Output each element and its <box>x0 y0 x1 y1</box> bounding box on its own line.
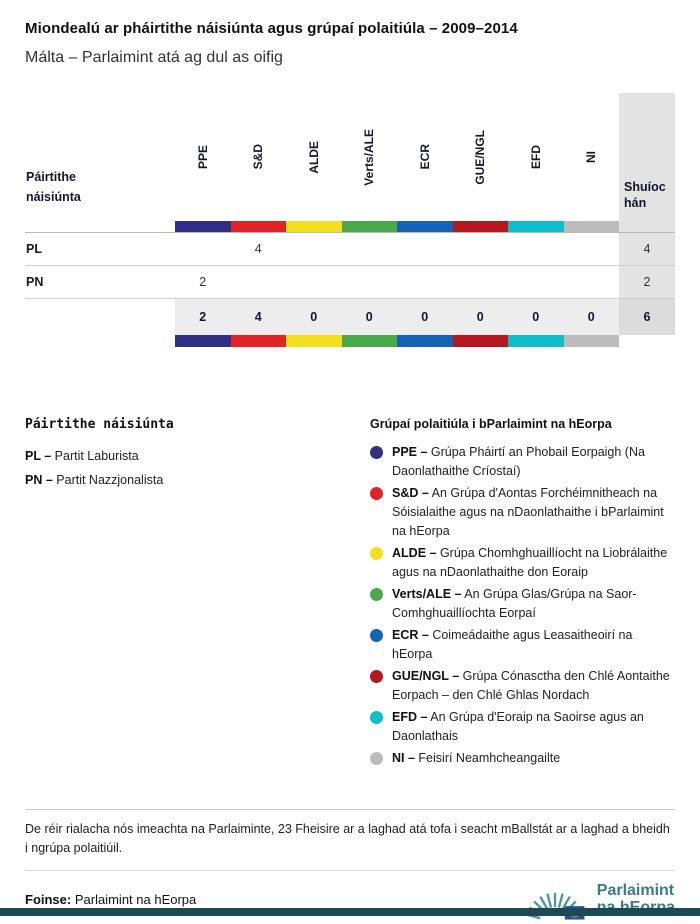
legend-group-item <box>370 708 675 746</box>
party-name: Partit Nazzjonalista <box>56 473 164 487</box>
group-color-bars-top <box>25 221 675 233</box>
table-cell <box>453 266 509 298</box>
color-bar-sd <box>231 335 287 347</box>
legend-parties-title: Páirtithe náisiúnta <box>25 417 174 432</box>
column-header-guengl <box>453 93 509 221</box>
column-header-seats <box>619 93 675 221</box>
group-text <box>392 585 675 623</box>
table-cell <box>175 233 231 265</box>
group-desc: An Grúpa d'Aontas Forchéimnitheach na Sóisialaithe agus na nDaonlathaithe i bParlaimint na hEorpa <box>392 486 664 538</box>
column-header-label: GUE/NGL <box>473 129 488 185</box>
group-abbr: NI – <box>392 751 415 765</box>
page-subtitle: Málta – Parlaimint atá ag dul as oifig <box>25 49 283 66</box>
table-cell: 4 <box>254 242 262 256</box>
seats-header-label: Shuíochán <box>624 179 666 210</box>
table-cell <box>342 266 398 298</box>
divider <box>25 870 675 871</box>
group-text <box>392 544 675 582</box>
group-text <box>392 484 675 541</box>
party-name: Partit Laburista <box>54 449 139 463</box>
seats-table <box>0 93 700 347</box>
party-label: PN <box>26 275 44 289</box>
grand-total: 6 <box>619 299 675 335</box>
legend-groups-title: Grúpaí polaitiúla i bParlaimint na hEorpa <box>370 417 612 431</box>
legend-group-item <box>370 544 675 582</box>
table-cell <box>508 266 564 298</box>
political-groups-legend <box>370 417 675 771</box>
seats-column-fill <box>619 221 675 232</box>
legend-party-item <box>25 449 370 463</box>
group-abbr: Verts/ALE – <box>392 587 462 601</box>
table-cell <box>564 266 620 298</box>
table-row-pn <box>25 266 675 299</box>
legend-group-item <box>370 749 675 768</box>
color-bar-efd <box>508 335 564 347</box>
column-header-vertsale <box>342 93 398 221</box>
spacer-cell <box>25 299 175 335</box>
color-bar-vertsale <box>342 221 398 232</box>
column-total: 2 <box>175 299 231 335</box>
table-cell <box>286 266 342 298</box>
column-header-ppe <box>175 93 231 221</box>
divider <box>25 809 675 810</box>
row-group-header-label: Páirtithe náisiúnta <box>26 170 81 204</box>
column-header-label: NI <box>584 151 599 163</box>
color-bar-ni <box>564 221 620 232</box>
legend-group-item <box>370 585 675 623</box>
table-totals-row <box>25 299 675 335</box>
source <box>25 892 196 907</box>
group-desc: An Grúpa Glas/Grúpa na Saor-Comhghuaillíochta Eorpaí <box>392 587 637 620</box>
column-header-label: ALDE <box>306 140 321 174</box>
column-total: 0 <box>564 299 620 335</box>
group-abbr: EFD – <box>392 710 428 724</box>
column-total: 0 <box>508 299 564 335</box>
group-abbr: S&D – <box>392 486 429 500</box>
group-abbr: GUE/NGL – <box>392 669 460 683</box>
page-title: Miondealú ar pháirtithe náisiúnta agus grúpaí polaitiúla – 2009–2014 <box>25 20 518 37</box>
color-bar-efd <box>508 221 564 232</box>
ep-logo-line1: Parlaimint <box>596 882 675 899</box>
procedural-note: De réir rialacha nós imeachta na Parlaiminte, 23 Fheisire ar a laghad atá tofa i seacht mBallstát ar a laghad a bheidh i ngrúpa polaitiúil. <box>25 822 670 855</box>
spacer-cell <box>25 221 175 232</box>
ep-logo <box>522 874 675 924</box>
row-total: 2 <box>619 266 675 298</box>
legend-group-item <box>370 443 675 481</box>
table-cell <box>564 233 620 265</box>
group-desc: Feisirí Neamhcheangailte <box>418 751 561 765</box>
color-bar-ecr <box>397 335 453 347</box>
group-desc: Grúpa Chomhghuaillíocht na Liobrálaithe agus na nDaonlathaithe don Eoraip <box>392 546 668 579</box>
column-header-sd <box>231 93 287 221</box>
group-color-dot <box>370 670 383 683</box>
column-header-efd <box>508 93 564 221</box>
group-color-dot <box>370 547 383 560</box>
group-text <box>392 443 675 481</box>
group-color-dot <box>370 711 383 724</box>
group-color-dot <box>370 487 383 500</box>
group-abbr: PPE – <box>392 445 428 459</box>
row-total: 4 <box>619 233 675 265</box>
footer <box>0 809 700 923</box>
group-abbr: ALDE – <box>392 546 437 560</box>
column-header-label: S&D <box>251 144 266 170</box>
group-text <box>392 749 560 768</box>
color-bar-ppe <box>175 335 231 347</box>
party-label: PL <box>26 242 42 256</box>
group-color-dot <box>370 629 383 642</box>
color-bar-ni <box>564 335 620 347</box>
color-bar-vertsale <box>342 335 398 347</box>
column-total: 0 <box>397 299 453 335</box>
column-header-label: PPE <box>195 144 210 169</box>
spacer-cell <box>619 335 675 347</box>
column-total: 4 <box>231 299 287 335</box>
hemicycle-icon <box>522 874 588 924</box>
group-desc: Grúpa Pháirtí an Phobail Eorpaigh (Na Daonlathaithe Críostaí) <box>392 445 645 478</box>
table-row-pl <box>25 233 675 266</box>
column-total: 0 <box>453 299 509 335</box>
column-header-ni <box>564 93 620 221</box>
party-abbr: PL – <box>25 449 52 463</box>
table-header-row <box>25 93 675 221</box>
color-bar-alde <box>286 335 342 347</box>
source-value: Parlaimint na hEorpa <box>74 891 197 907</box>
row-group-header <box>25 93 175 221</box>
group-abbr: ECR – <box>392 628 429 642</box>
table-cell <box>508 233 564 265</box>
color-bar-ecr <box>397 221 453 232</box>
color-bar-guengl <box>453 335 509 347</box>
party-abbr: PN – <box>25 473 53 487</box>
column-header-label: Verts/ALE <box>362 128 377 186</box>
legend-group-item <box>370 667 675 705</box>
color-bar-guengl <box>453 221 509 232</box>
color-bar-alde <box>286 221 342 232</box>
source-label: Foinse: <box>25 891 72 907</box>
group-desc: Coimeádaithe agus Leasaitheoirí na hEorpa <box>392 628 633 661</box>
table-cell: 2 <box>199 275 207 289</box>
column-header-alde <box>286 93 342 221</box>
legend-party-item <box>25 473 370 487</box>
group-desc: Grúpa Cónasctha den Chlé Aontaithe Eorpach – den Chlé Ghlas Nordach <box>392 669 670 702</box>
group-text <box>392 708 675 746</box>
column-header-ecr <box>397 93 453 221</box>
color-bar-sd <box>231 221 287 232</box>
table-cell <box>397 233 453 265</box>
national-parties-legend <box>25 417 370 771</box>
group-color-dot <box>370 752 383 765</box>
column-total: 0 <box>286 299 342 335</box>
group-desc: An Grúpa d'Eoraip na Saoirse agus an Daonlathais <box>392 710 644 743</box>
table-cell <box>286 233 342 265</box>
table-cell <box>397 266 453 298</box>
footer-bar <box>0 908 700 916</box>
table-cell <box>231 266 287 298</box>
legend <box>0 417 700 771</box>
group-text <box>392 626 675 664</box>
legend-group-item <box>370 484 675 541</box>
column-header-label: EFD <box>528 145 543 169</box>
legend-group-item <box>370 626 675 664</box>
spacer-cell <box>25 335 175 347</box>
page-header <box>0 0 700 67</box>
column-header-label: ECR <box>417 144 432 170</box>
table-cell <box>342 233 398 265</box>
group-color-dot <box>370 446 383 459</box>
group-text <box>392 667 675 705</box>
group-color-bars-bottom <box>25 335 675 347</box>
color-bar-ppe <box>175 221 231 232</box>
group-color-dot <box>370 588 383 601</box>
table-cell <box>453 233 509 265</box>
column-total: 0 <box>342 299 398 335</box>
